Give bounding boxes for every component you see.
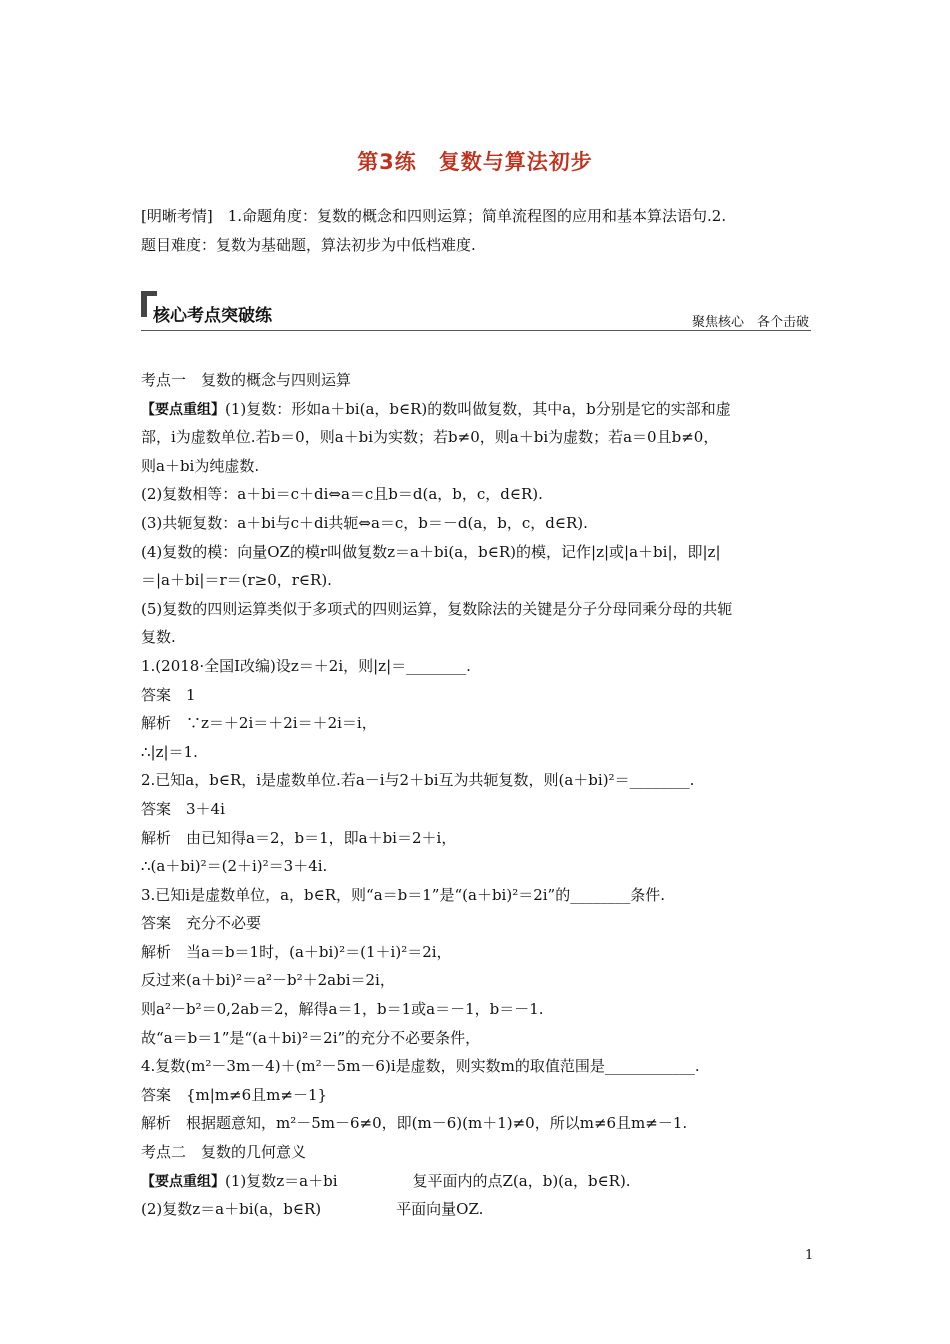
text-line: (3)共轭复数：a＋bi与c＋di共轭⇔a＝c，b＝－d(a，b，c，d∈R). <box>141 513 588 532</box>
text-line: 【要点重组】(1)复数z＝a＋bi 复平面内的点Z(a，b)(a，b∈R). <box>141 1171 631 1190</box>
banner-bracket <box>141 291 157 296</box>
question: 1.(2018·全国Ⅰ改编)设z＝＋2i，则|z|＝________. <box>141 656 471 675</box>
text-line: 则a²－b²＝0,2ab＝2，解得a＝1，b＝1或a＝－1，b＝－1. <box>141 1000 544 1019</box>
banner-subtitle: 聚焦核心 各个击破 <box>691 315 809 330</box>
text-line: 则a＋bi为纯虚数. <box>141 456 260 475</box>
question: 4.复数(m²－3m－4)＋(m²－5m－6)i是虚数，则实数m的取值范围是____________. <box>141 1057 700 1076</box>
text-line: ＝|a＋bi|＝r＝(r≥0，r∈R). <box>141 571 332 590</box>
question: 2.已知a，b∈R，i是虚数单位.若a－i与2＋bi互为共轭复数，则(a＋bi)²＝________. <box>141 771 695 790</box>
text-line: (2)复数相等：a＋bi＝c＋di⇔a＝c且b＝d(a，b，c，d∈R). <box>141 485 543 504</box>
analysis: 解析 根据题意知，m²－5m－6≠0，即(m－6)(m＋1)≠0，所以m≠6且m≠－1. <box>141 1114 688 1133</box>
text-line: 反过来(a＋bi)²＝a²－b²＋2abi＝2i， <box>141 971 395 990</box>
text-line: ∴|z|＝1. <box>141 742 198 761</box>
banner-title: 核心考点突破练 <box>153 306 272 326</box>
answer: 答案 3＋4i <box>141 799 225 818</box>
text-line: (2)复数z＝a＋bi(a，b∈R) 平面向量OZ. <box>141 1200 484 1219</box>
analysis: 解析 由已知得a＝2，b＝1，即a＋bi＝2＋i， <box>141 828 457 847</box>
analysis: 解析 ∵z＝＋2i＝＋2i＝＋2i＝i， <box>141 714 377 733</box>
keypoint-label: 【要点重组】 <box>141 1173 225 1190</box>
text-line: (5)复数的四则运算类似于多项式的四则运算，复数除法的关键是分子分母同乘分母的共轭 <box>141 599 733 618</box>
page-number: 1 <box>805 1248 814 1263</box>
text-line: 【要点重组】(1)复数：形如a＋bi(a，b∈R)的数叫做复数，其中a，b分别是它的实部和虚 <box>141 399 731 418</box>
text-line: ∴(a＋bi)²＝(2＋i)²＝3＋4i. <box>141 857 328 876</box>
analysis: 解析 当a＝b＝1时，(a＋bi)²＝(1＋i)²＝2i， <box>141 942 452 961</box>
section-heading: 考点一 复数的概念与四则运算 <box>141 371 352 389</box>
main-content <box>141 366 813 1224</box>
text-line: 复数. <box>141 628 176 647</box>
intro-line: [明晰考情] 1.命题角度：复数的概念和四则运算；简单流程图的应用和基本算法语句.2. <box>141 207 727 225</box>
section-heading: 考点二 复数的几何意义 <box>141 1143 307 1162</box>
question: 3.已知i是虚数单位，a，b∈R，则“a＝b＝1”是“(a＋bi)²＝2i”的________条件. <box>141 885 665 904</box>
answer: 答案 充分不必要 <box>141 914 262 933</box>
page-title: 第3练 复数与算法初步 <box>357 150 593 174</box>
section-banner <box>141 291 811 331</box>
text-line: 部，i为虚数单位.若b＝0，则a＋bi为实数；若b≠0，则a＋bi为虚数；若a＝0且b≠0， <box>141 428 719 447</box>
text-line: 故“a＝b＝1”是“(a＋bi)²＝2i”的充分不必要条件， <box>141 1028 481 1047</box>
text-line: (4)复数的模：向量OZ的模r叫做复数z＝a＋bi(a，b∈R)的模，记作|z|或|a＋bi|，即|z| <box>141 542 721 561</box>
keypoint-label: 【要点重组】 <box>141 401 225 418</box>
answer: 答案 1 <box>141 685 196 704</box>
intro-line: 题目难度：复数为基础题，算法初步为中低档难度. <box>141 236 476 254</box>
answer: 答案 {m|m≠6且m≠－1} <box>141 1085 328 1104</box>
intro-paragraph <box>141 202 813 260</box>
banner-rule <box>141 330 811 331</box>
